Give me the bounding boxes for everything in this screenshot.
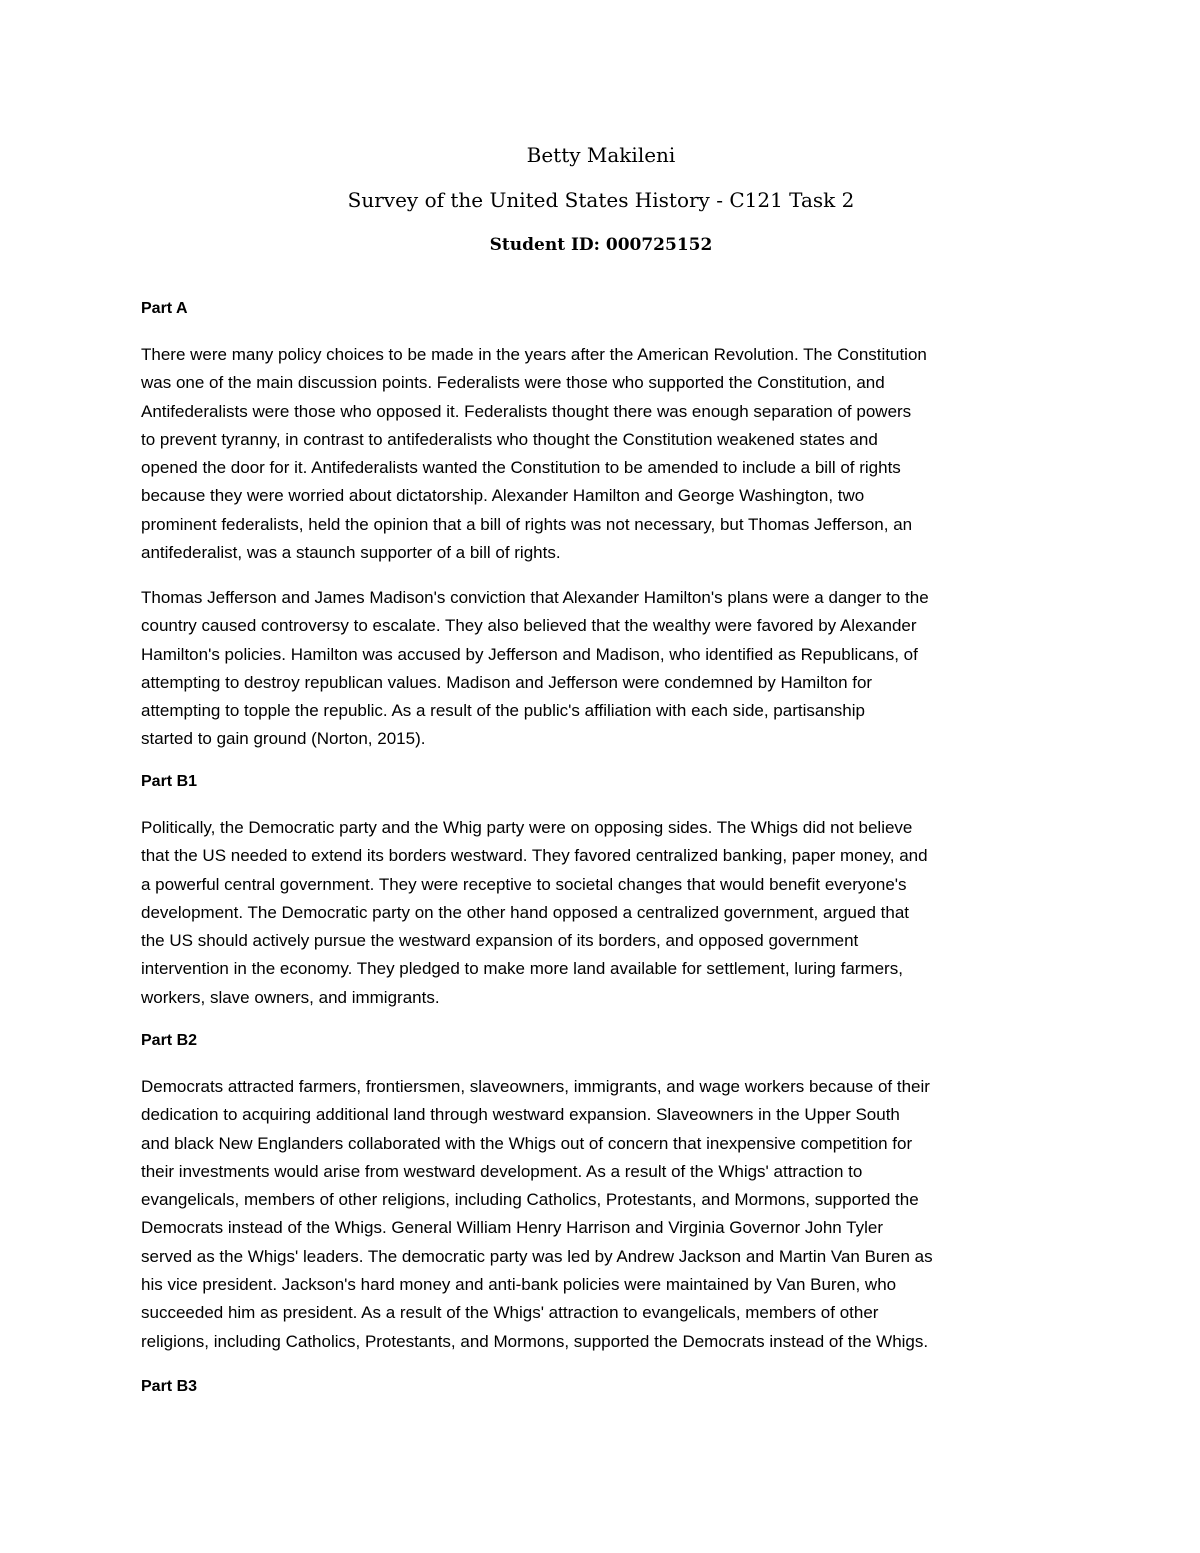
text-line: his vice president. Jackson's hard money and anti-bank policies were maintained by Van Buren, who: [141, 1275, 897, 1295]
paragraph: [141, 814, 1061, 1012]
text-line: Antifederalists were those who opposed it. Federalists thought there was enough separation of powers: [141, 401, 912, 421]
text-line: that the US needed to extend its borders westward. They favored centralized banking, paper money, and: [141, 846, 928, 866]
text-line: Thomas Jefferson and James Madison's conviction that Alexander Hamilton's plans were a danger to the: [141, 588, 929, 607]
text-line: Democrats instead of the Whigs. General William Henry Harrison and Virginia Governor John Tyler: [141, 1218, 884, 1238]
paragraph: [141, 1073, 1061, 1356]
text-line: attempting to destroy republican values. Madison and Jefferson were condemned by Hamilton for: [141, 672, 873, 692]
text-line: a powerful central government. They were receptive to societal changes that would benefit everyone's: [141, 874, 907, 894]
text-line: because they were worried about dictatorship. Alexander Hamilton and George Washington, two: [141, 486, 865, 506]
text-line: workers, slave owners, and immigrants.: [141, 987, 440, 1007]
text-line: and black New Englanders collaborated with the Whigs out of concern that inexpensive competition for: [141, 1133, 913, 1153]
text-line: antifederalist, was a staunch supporter of a bill of rights.: [141, 543, 561, 563]
author-name: Betty Makileni: [526, 143, 676, 167]
text-line: Politically, the Democratic party and the Whig party were on opposing sides. The Whigs did not believe: [141, 818, 913, 837]
text-line: dedication to acquiring additional land through westward expansion. Slaveowners in the Upper South: [141, 1105, 900, 1125]
text-line: evangelicals, members of other religions, including Catholics, Protestants, and Mormons, supported the: [141, 1190, 919, 1210]
text-line: prominent federalists, held the opinion that a bill of rights was not necessary, but Thomas Jefferson, an: [141, 514, 913, 534]
text-line: development. The Democratic party on the other hand opposed a centralized government, argued that: [141, 902, 909, 922]
text-line: their investments would arise from westward development. As a result of the Whigs' attraction to: [141, 1161, 863, 1181]
paragraph: [141, 584, 1061, 754]
text-line: the US should actively pursue the westward expansion of its borders, and opposed government: [141, 931, 859, 951]
text-line: opened the door for it. Antifederalists wanted the Constitution to be amended to include a bill of rights: [141, 458, 901, 478]
section-heading-part-b3: Part B3: [141, 1378, 198, 1395]
text-line: was one of the main discussion points. Federalists were those who supported the Constitution, and: [141, 373, 885, 393]
text-line: intervention in the economy. They pledged to make more land available for settlement, luring farmers,: [141, 959, 903, 979]
section-heading-part-b2: Part B2: [141, 1032, 198, 1049]
text-line: served as the Whigs' leaders. The democratic party was led by Andrew Jackson and Martin Van Buren as: [141, 1246, 933, 1266]
section-heading-part-b1: Part B1: [141, 773, 198, 790]
text-line: Democrats attracted farmers, frontiersmen, slaveowners, immigrants, and wage workers because of their: [141, 1077, 930, 1096]
text-line: religions, including Catholics, Protestants, and Mormons, supported the Democrats instead of the Whigs.: [141, 1331, 929, 1351]
text-line: country caused controversy to escalate. They also believed that the wealthy were favored by Alexander: [141, 616, 917, 636]
student-id: Student ID: 000725152: [489, 235, 713, 255]
paragraph: [141, 341, 1061, 567]
text-line: started to gain ground (Norton, 2015).: [141, 729, 426, 749]
text-line: Hamilton's policies. Hamilton was accused by Jefferson and Madison, who identified as Republicans, of: [141, 644, 918, 664]
course-title: Survey of the United States History - C121 Task 2: [347, 188, 855, 212]
text-line: succeeded him as president. As a result of the Whigs' attraction to evangelicals, members of other: [141, 1303, 879, 1323]
text-line: attempting to topple the republic. As a result of the public's affiliation with each side, partisanship: [141, 701, 865, 721]
section-heading-part-a: Part A: [141, 300, 188, 317]
text-line: to prevent tyranny, in contrast to antifederalists who thought the Constitution weakened states and: [141, 429, 878, 449]
text-line: There were many policy choices to be made in the years after the American Revolution. The Constitution: [141, 345, 927, 364]
